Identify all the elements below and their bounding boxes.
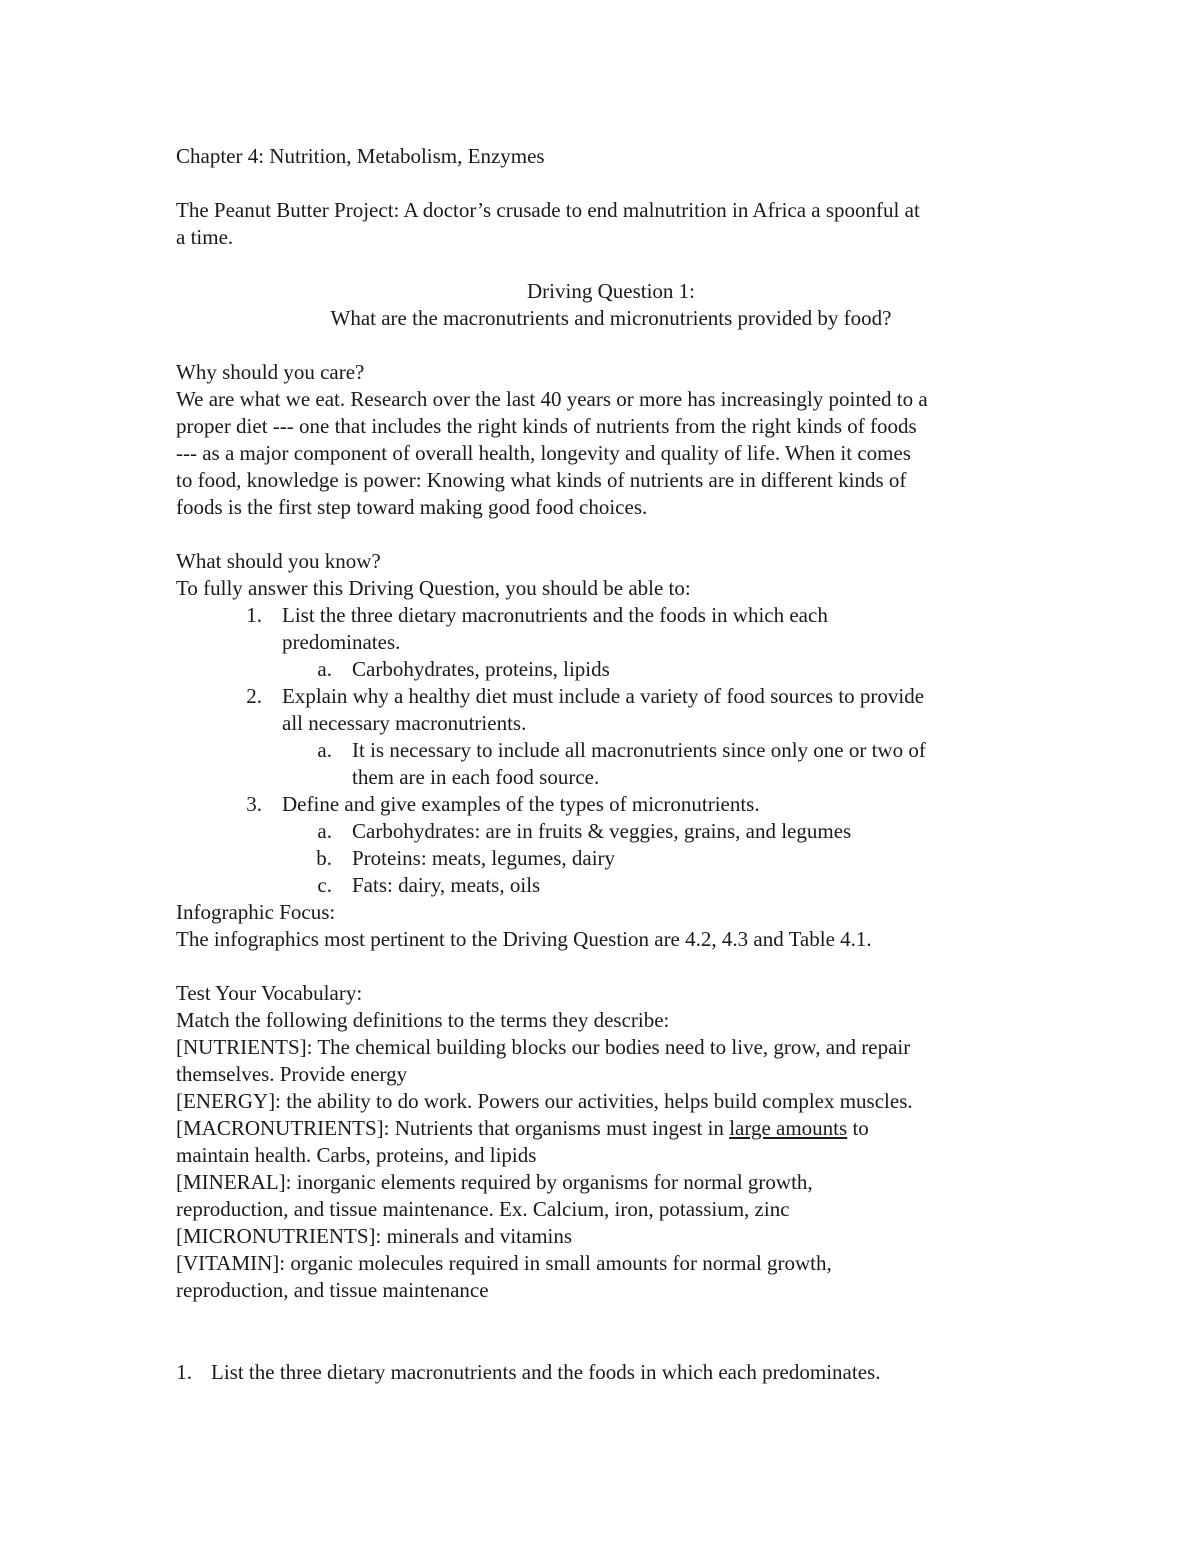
why-care-line: proper diet --- one that includes the right kinds of nutrients from the right kinds of foods [176, 414, 917, 438]
underlined-text: large amounts [729, 1116, 848, 1140]
list-number: 3. [246, 792, 262, 816]
list-number: 2. [246, 684, 262, 708]
sublist-letter: a. [317, 738, 332, 762]
sublist-item-text: Carbohydrates: are in fruits & veggies, grains, and legumes [352, 819, 852, 843]
sublist-letter: a. [317, 819, 332, 843]
sublist-letter: c. [317, 873, 332, 897]
infographic-heading: Infographic Focus: [176, 900, 336, 924]
question-text: List the three dietary macronutrients and the foods in which each predominates. [211, 1360, 881, 1384]
vocab-line: [MINERAL]: inorganic elements required by organisms for normal growth, [176, 1170, 813, 1194]
why-care-heading: Why should you care? [176, 360, 365, 384]
list-item-text: Explain why a healthy diet must include a variety of food sources to provide [282, 684, 925, 708]
sublist-item-text: them are in each food source. [352, 765, 600, 789]
chapter-title: Chapter 4: Nutrition, Metabolism, Enzymes [176, 144, 545, 168]
vocab-line: [ENERGY]: the ability to do work. Powers our activities, helps build complex muscles. [176, 1089, 913, 1113]
why-care-line: --- as a major component of overall health, longevity and quality of life. When it comes [176, 441, 911, 465]
sublist-item-text: Carbohydrates, proteins, lipids [352, 657, 610, 681]
vocab-line: [VITAMIN]: organic molecules required in small amounts for normal growth, [176, 1251, 832, 1275]
sublist-letter: b. [316, 846, 332, 870]
sublist-item-text: It is necessary to include all macronutrients since only one or two of [352, 738, 926, 762]
vocab-line: themselves. Provide energy [176, 1062, 408, 1086]
project-title-line-2: a time. [176, 225, 234, 249]
project-title-line-1: The Peanut Butter Project: A doctor’s crusade to end malnutrition in Africa a spoonful at [176, 198, 920, 222]
vocab-line [176, 1115, 1036, 1142]
vocab-heading: Test Your Vocabulary: [176, 981, 363, 1005]
vocab-intro: Match the following definitions to the terms they describe: [176, 1008, 670, 1032]
sublist-item-text: Fats: dairy, meats, oils [352, 873, 541, 897]
infographic-text: The infographics most pertinent to the Driving Question are 4.2, 4.3 and Table 4.1. [176, 927, 872, 951]
question-number: 1. [176, 1360, 192, 1384]
driving-question-text: What are the macronutrients and micronutrients provided by food? [330, 306, 892, 330]
vocab-line: [NUTRIENTS]: The chemical building blocks our bodies need to live, grow, and repair [176, 1035, 911, 1059]
list-item-text: predominates. [282, 630, 401, 654]
vocab-line: maintain health. Carbs, proteins, and lipids [176, 1143, 537, 1167]
list-item-text: Define and give examples of the types of micronutrients. [282, 792, 760, 816]
driving-question-heading: Driving Question 1: [527, 279, 695, 303]
vocab-line: reproduction, and tissue maintenance. Ex. Calcium, iron, potassium, zinc [176, 1197, 790, 1221]
sublist-item-text: Proteins: meats, legumes, dairy [352, 846, 616, 870]
why-care-line: We are what we eat. Research over the last 40 years or more has increasingly pointed to a [176, 387, 928, 411]
vocab-text: [MACRONUTRIENTS]: Nutrients that organisms must ingest in [176, 1116, 730, 1140]
what-know-intro: To fully answer this Driving Question, you should be able to: [176, 576, 691, 600]
vocab-text: to [847, 1116, 869, 1140]
vocab-line: [MICRONUTRIENTS]: minerals and vitamins [176, 1224, 573, 1248]
sublist-letter: a. [317, 657, 332, 681]
what-know-heading: What should you know? [176, 549, 381, 573]
list-item-text: all necessary macronutrients. [282, 711, 527, 735]
why-care-line: to food, knowledge is power: Knowing what kinds of nutrients are in different kinds of [176, 468, 907, 492]
list-number: 1. [246, 603, 262, 627]
list-item-text: List the three dietary macronutrients and the foods in which each [282, 603, 828, 627]
vocab-line: reproduction, and tissue maintenance [176, 1278, 489, 1302]
why-care-line: foods is the first step toward making good food choices. [176, 495, 648, 519]
